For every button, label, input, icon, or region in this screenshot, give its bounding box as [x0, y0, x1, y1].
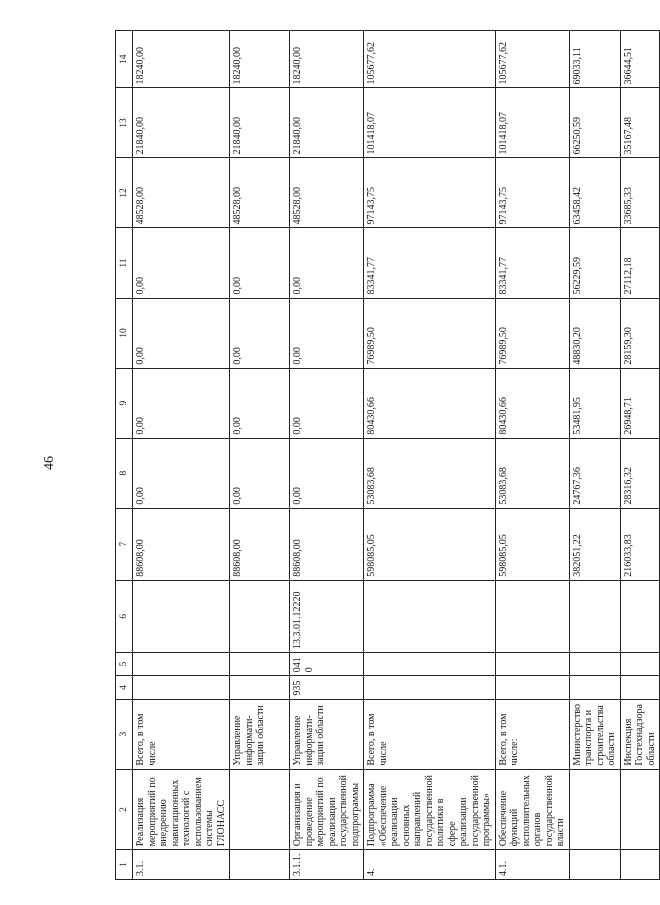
table-cell — [620, 676, 660, 699]
column-number: 5 — [116, 652, 133, 675]
column-number: 11 — [116, 228, 133, 298]
table-cell: 83341,77 — [495, 228, 569, 298]
table-cell: 97143,75 — [495, 158, 569, 228]
table-cell: Всего, в том числе: — [495, 699, 569, 769]
table-cell: 27112,18 — [620, 228, 660, 298]
table-row — [569, 31, 620, 880]
table-cell — [133, 652, 230, 675]
table-cell: 4.1. — [495, 850, 569, 880]
table-cell: 0,00 — [230, 368, 290, 438]
table-row — [290, 31, 364, 880]
column-number: 10 — [116, 298, 133, 368]
column-number: 8 — [116, 438, 133, 508]
table-cell: 76989,50 — [364, 298, 496, 368]
table-cell: 382051,22 — [569, 508, 620, 580]
table-cell: 13.3.01.12220 — [290, 580, 364, 652]
table-cell: 598085,05 — [364, 508, 496, 580]
column-number: 7 — [116, 508, 133, 580]
table-cell: Организация и проведение мероприятий по реализации государственной подпрограммы — [290, 769, 364, 850]
table-cell — [364, 676, 496, 699]
table-cell: 33685,33 — [620, 158, 660, 228]
column-number: 14 — [116, 31, 133, 88]
table-cell: 18240,00 — [133, 31, 230, 88]
column-number: 4 — [116, 676, 133, 699]
table-cell: 97143,75 — [364, 158, 496, 228]
table-cell: 56229,59 — [569, 228, 620, 298]
table-cell: 69033,11 — [569, 31, 620, 88]
table-cell — [230, 850, 290, 880]
table-cell: 0,00 — [230, 228, 290, 298]
table-cell: 0,00 — [290, 438, 364, 508]
header-row — [116, 31, 133, 880]
table-cell: 35167,48 — [620, 88, 660, 158]
table-cell — [620, 580, 660, 652]
column-number: 9 — [116, 368, 133, 438]
column-number: 12 — [116, 158, 133, 228]
table-cell: Инспекция Гостехнадзора области — [620, 699, 660, 769]
table-cell — [230, 580, 290, 652]
table-cell: Управление информати-зации области — [290, 699, 364, 769]
table-cell — [133, 580, 230, 652]
table-cell — [620, 652, 660, 675]
table-row — [133, 31, 230, 880]
table-cell: 101418,07 — [495, 88, 569, 158]
table-cell: 0,00 — [230, 438, 290, 508]
table-cell: 88608,00 — [290, 508, 364, 580]
table-cell: 48528,00 — [133, 158, 230, 228]
budget-table — [115, 30, 660, 880]
table-cell: 105677,62 — [495, 31, 569, 88]
table-cell: 0410 — [290, 652, 364, 675]
table-cell — [569, 580, 620, 652]
table-cell — [620, 850, 660, 880]
table-cell: Управление информати-зации области — [230, 699, 290, 769]
table-cell: 3.1. — [133, 850, 230, 880]
table-cell — [569, 652, 620, 675]
table-cell: 0,00 — [290, 368, 364, 438]
table-cell: 26948,71 — [620, 368, 660, 438]
column-number: 1 — [116, 850, 133, 880]
table-cell: 36644,51 — [620, 31, 660, 88]
table-cell: 21840,00 — [230, 88, 290, 158]
column-number: 2 — [116, 769, 133, 850]
table-cell: 28316,32 — [620, 438, 660, 508]
table-cell — [364, 652, 496, 675]
table-cell: 18240,00 — [290, 31, 364, 88]
table-cell — [495, 676, 569, 699]
column-number: 6 — [116, 580, 133, 652]
table-cell: 0,00 — [133, 438, 230, 508]
table-cell — [230, 676, 290, 699]
page-number: 46 — [42, 456, 57, 470]
table-cell: 80430,66 — [364, 368, 496, 438]
table-cell: 88608,00 — [133, 508, 230, 580]
table-cell: Подпрограмма «Обеспечение реализации основных направлений государственной политики в сфере реализации государственной программы» — [364, 769, 496, 850]
table-cell — [495, 652, 569, 675]
table-cell: 216033,83 — [620, 508, 660, 580]
table-cell: 80430,66 — [495, 368, 569, 438]
table-cell: Обеспечение функций исполнительных органов государственной власти — [495, 769, 569, 850]
table-cell: 28159,30 — [620, 298, 660, 368]
table-cell — [230, 652, 290, 675]
table-cell: 53083,68 — [364, 438, 496, 508]
table-row — [495, 31, 569, 880]
column-number: 3 — [116, 699, 133, 769]
table-row — [364, 31, 496, 880]
table-cell — [495, 580, 569, 652]
table-cell: Реализация мероприятий по внедрению навигационных технологий с использованием системы ГЛОНАСС — [133, 769, 230, 850]
table-cell: 598085,05 — [495, 508, 569, 580]
table-cell: 0,00 — [230, 298, 290, 368]
table-cell: 4. — [364, 850, 496, 880]
table-cell: 935 — [290, 676, 364, 699]
table-cell — [230, 769, 290, 850]
table-cell: 0,00 — [133, 368, 230, 438]
table-cell — [569, 850, 620, 880]
table-cell: 18240,00 — [230, 31, 290, 88]
table-cell: 63458,42 — [569, 158, 620, 228]
table-cell: 24767,36 — [569, 438, 620, 508]
table-cell — [569, 676, 620, 699]
table-cell — [620, 769, 660, 850]
table-cell — [364, 580, 496, 652]
table-row — [620, 31, 660, 880]
table-cell: 0,00 — [133, 298, 230, 368]
table-cell: 66250,59 — [569, 88, 620, 158]
table-cell — [133, 676, 230, 699]
table-row — [230, 31, 290, 880]
table-cell: 3.1.1. — [290, 850, 364, 880]
table-cell: 53083,68 — [495, 438, 569, 508]
table-cell: 21840,00 — [133, 88, 230, 158]
table-cell: 76989,50 — [495, 298, 569, 368]
table-cell: 88608,00 — [230, 508, 290, 580]
table-cell: 101418,07 — [364, 88, 496, 158]
table-cell: Всего, в том числе — [133, 699, 230, 769]
table-cell: Министерство транспорта и строительства области — [569, 699, 620, 769]
table-cell: 48528,00 — [230, 158, 290, 228]
column-number: 13 — [116, 88, 133, 158]
table-cell: 0,00 — [290, 228, 364, 298]
table-cell: 53481,95 — [569, 368, 620, 438]
table-cell: Всего, в том числе — [364, 699, 496, 769]
table-cell — [569, 769, 620, 850]
table-cell: 21840,00 — [290, 88, 364, 158]
rotated-table-container — [115, 30, 657, 880]
table-cell: 48528,00 — [290, 158, 364, 228]
table-cell: 105677,62 — [364, 31, 496, 88]
table-cell: 48830,20 — [569, 298, 620, 368]
table-cell: 83341,77 — [364, 228, 496, 298]
table-cell: 0,00 — [290, 298, 364, 368]
table-cell: 0,00 — [133, 228, 230, 298]
